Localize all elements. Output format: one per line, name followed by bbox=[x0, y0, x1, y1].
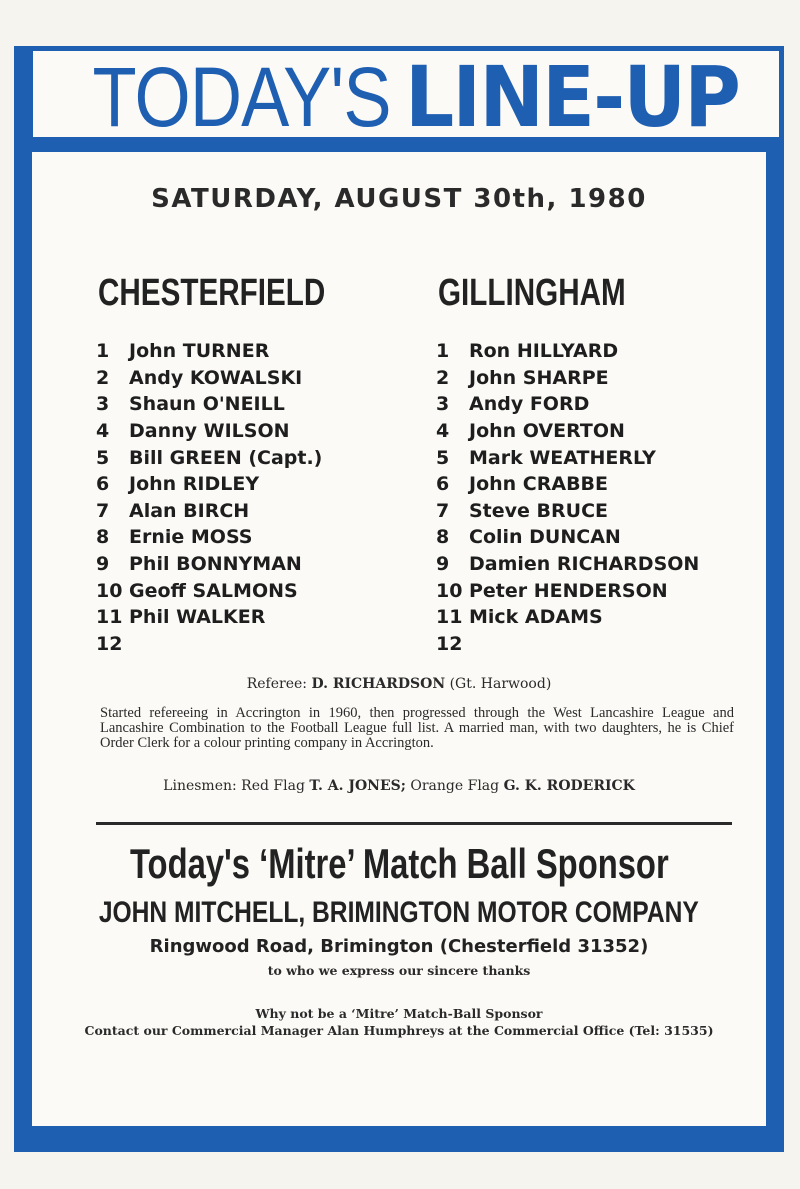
away-player-row bbox=[436, 365, 699, 392]
away-player-row bbox=[436, 418, 699, 445]
home-player-row bbox=[96, 577, 322, 604]
player-name: John RIDLEY bbox=[129, 473, 260, 496]
sponsor-heading-text: Today's ‘Mitre’ Match Ball Sponsor bbox=[129, 840, 669, 887]
shirt-number: 8 bbox=[436, 526, 450, 549]
player-name: John TURNER bbox=[129, 340, 270, 363]
shirt-number: 5 bbox=[436, 446, 450, 469]
divider bbox=[96, 822, 732, 825]
shirt-number: 3 bbox=[96, 393, 110, 416]
home-player-row bbox=[96, 365, 322, 392]
sponsor-name bbox=[32, 896, 766, 930]
linesmen-label: Linesmen: Red Flag bbox=[163, 778, 305, 794]
sponsor-thanks: to who we express our sincere thanks bbox=[267, 963, 531, 978]
player-name: Shaun O'NEILL bbox=[129, 393, 285, 416]
shirt-number: 2 bbox=[96, 366, 110, 389]
shirt-number: 12 bbox=[436, 632, 463, 655]
shirt-number: 7 bbox=[96, 499, 110, 522]
referee-location: (Gt. Harwood) bbox=[449, 676, 552, 692]
referee-label: Referee: bbox=[246, 676, 307, 692]
shirt-number: 3 bbox=[436, 393, 450, 416]
player-name: Geoff SALMONS bbox=[129, 579, 298, 602]
away-player-row bbox=[436, 471, 699, 498]
away-player-row bbox=[436, 577, 699, 604]
away-player-row bbox=[436, 604, 699, 631]
player-name: Phil BONNYMAN bbox=[129, 553, 302, 576]
referee-name: D. RICHARDSON bbox=[311, 676, 446, 692]
shirt-number: 9 bbox=[96, 553, 110, 576]
player-name: Damien RICHARDSON bbox=[469, 553, 700, 576]
sponsor-promo-line-1: Why not be a ‘Mitre’ Match-Ball Sponsor bbox=[255, 1006, 543, 1021]
home-lineup bbox=[96, 338, 322, 657]
player-name: Steve BRUCE bbox=[469, 499, 609, 522]
match-date: SATURDAY, AUGUST 30th, 1980 bbox=[151, 184, 647, 214]
title-banner bbox=[30, 48, 782, 146]
shirt-number: 10 bbox=[436, 579, 463, 602]
shirt-number: 1 bbox=[436, 340, 450, 363]
sponsor-name-text: JOHN MITCHELL, BRIMINGTON MOTOR COMPANY bbox=[99, 896, 699, 929]
away-lineup bbox=[436, 338, 699, 657]
away-player-row bbox=[436, 551, 699, 578]
shirt-number: 12 bbox=[96, 632, 123, 655]
player-name: Mark WEATHERLY bbox=[469, 446, 656, 469]
player-name: Alan BIRCH bbox=[129, 499, 250, 522]
shirt-number: 10 bbox=[96, 579, 123, 602]
home-team-name: CHESTERFIELD bbox=[98, 272, 326, 314]
orange-flag-linesman: G. K. RODERICK bbox=[503, 778, 635, 794]
player-name: Ernie MOSS bbox=[129, 526, 253, 549]
away-player-row bbox=[436, 631, 699, 658]
player-name: Ron HILLYARD bbox=[469, 340, 619, 363]
away-player-row bbox=[436, 391, 699, 418]
home-player-row bbox=[96, 631, 322, 658]
player-name: John CRABBE bbox=[469, 473, 609, 496]
player-name: Colin DUNCAN bbox=[469, 526, 621, 549]
player-name: Andy KOWALSKI bbox=[129, 366, 303, 389]
red-flag-linesman: T. A. JONES; bbox=[309, 778, 406, 794]
away-player-row bbox=[436, 338, 699, 365]
home-player-row bbox=[96, 604, 322, 631]
home-player-row bbox=[96, 551, 322, 578]
sponsor-promo-line-2: Contact our Commercial Manager Alan Humphreys at the Commercial Office (Tel: 31535) bbox=[84, 1023, 714, 1038]
shirt-number: 7 bbox=[436, 499, 450, 522]
player-name: John SHARPE bbox=[469, 366, 609, 389]
away-team-name: GILLINGHAM bbox=[438, 272, 626, 314]
home-player-row bbox=[96, 524, 322, 551]
shirt-number: 4 bbox=[96, 420, 110, 443]
shirt-number: 8 bbox=[96, 526, 110, 549]
player-name: Bill GREEN (Capt.) bbox=[129, 446, 323, 469]
player-name: Mick ADAMS bbox=[469, 606, 603, 629]
shirt-number: 9 bbox=[436, 553, 450, 576]
linesmen-line bbox=[32, 778, 766, 794]
referee-line bbox=[32, 676, 766, 692]
home-player-row bbox=[96, 498, 322, 525]
player-name: John OVERTON bbox=[469, 420, 625, 443]
shirt-number: 4 bbox=[436, 420, 450, 443]
referee-bio: Started refereeing in Accrington in 1960, then progressed through the West Lancashire League and Lancashire Combination to the Football League full list. A married man, with two daughters, he is Chief Order Clerk for a colour printing company in Accrington. bbox=[100, 705, 734, 751]
home-player-row bbox=[96, 444, 322, 471]
home-player-row bbox=[96, 338, 322, 365]
shirt-number: 6 bbox=[436, 473, 450, 496]
page-title bbox=[33, 48, 779, 146]
away-player-row bbox=[436, 498, 699, 525]
player-name: Phil WALKER bbox=[129, 606, 266, 629]
player-name: Andy FORD bbox=[469, 393, 590, 416]
home-player-row bbox=[96, 391, 322, 418]
away-player-row bbox=[436, 444, 699, 471]
title-part-todays: TODAY'S bbox=[92, 50, 391, 144]
shirt-number: 5 bbox=[96, 446, 110, 469]
player-name: Danny WILSON bbox=[129, 420, 290, 443]
away-player-row bbox=[436, 524, 699, 551]
player-name: Peter HENDERSON bbox=[469, 579, 668, 602]
shirt-number: 11 bbox=[96, 606, 123, 629]
orange-flag-label: Orange Flag bbox=[410, 778, 500, 794]
home-player-row bbox=[96, 418, 322, 445]
shirt-number: 11 bbox=[436, 606, 463, 629]
title-part-lineup: LINE-UP bbox=[404, 48, 739, 146]
shirt-number: 2 bbox=[436, 366, 450, 389]
home-player-row bbox=[96, 471, 322, 498]
shirt-number: 1 bbox=[96, 340, 110, 363]
sponsor-heading bbox=[32, 840, 766, 888]
sponsor-address: Ringwood Road, Brimington (Chesterfield 31352) bbox=[149, 936, 649, 957]
shirt-number: 6 bbox=[96, 473, 110, 496]
